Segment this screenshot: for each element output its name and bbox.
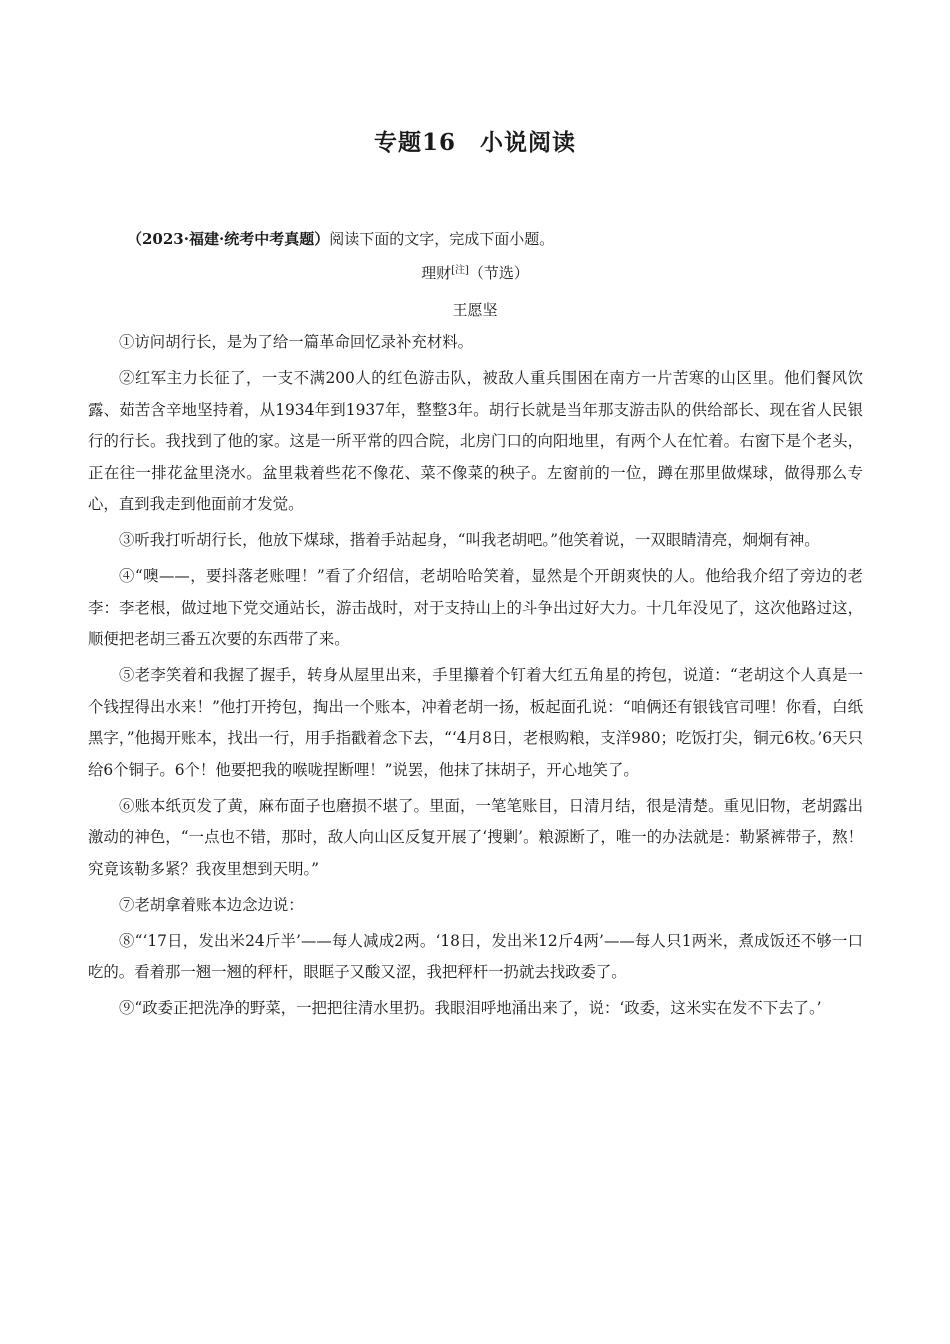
paragraph-1: ①访问胡行长，是为了给一篇革命回忆录补充材料。 [119, 333, 473, 351]
paragraph-7: ⑦老胡拿着账本边念边说： [119, 895, 304, 914]
article-body [88, 327, 863, 1029]
question-intro [127, 228, 554, 249]
page-title: 专题16 小说阅读 [373, 129, 576, 156]
article-author: 王愿坚 [452, 301, 498, 319]
paragraph-3: ③听我打听胡行长，他放下煤球，揩着手站起身，“叫我老胡吧。”他笑着说，一双眼睛清亮，炯炯有神。 [119, 531, 820, 549]
paragraph-6: ⑥账本纸页发了黄，麻布面子也磨损不堪了。里面，一笔笔账目，日清月结，很是清楚。重见旧物，老胡露出激动的神色，“一点也不错，那时，敌人向山区反复开展了‘搜剿’。粮源断了，唯一的办法就是：勒紧裤带子，熬！究竟该勒多紧？我夜里想到天明。” [88, 796, 863, 878]
paragraph-8: ⑧“‘17日，发出米24斤半’——每人减成2两。‘18日，发出米12斤4两’——每人只1两米，煮成饭还不够一口吃的。看着那一翘一翘的秤杆，眼眶子又酸又涩，我把秤杆一扔就去找政委了。 [88, 931, 863, 981]
footnote-marker: [注] [451, 265, 469, 276]
paragraph-2: ②红军主力长征了，一支不满200人的红色游击队，被敌人重兵围困在南方一片苦寒的山区里。他们餐风饮露、茹苦含辛地坚持着，从1934年到1937年，整整3年。胡行长就是当年那支游击队的供给部长、现在省人民银行的行长。我找到了他的家。这是一所平常的四合院，北房门口的向阳地里，有两个人在忙着。右窗下是个老头，正在往一排花盆里浇水。盆里栽着些花不像花、菜不像菜的秧子。左窗前的一位，蹲在那里做煤球，做得那么专心，直到我走到他面前才发觉。 [88, 369, 863, 513]
question-source: （2023·福建·统考中考真题） [127, 230, 330, 248]
article-title: 理财 [421, 264, 452, 282]
question-instruction: 阅读下面的文字，完成下面小题。 [329, 230, 555, 248]
paragraph-4: ④“噢——，要抖落老账哩！”看了介绍信，老胡哈哈笑着，显然是个开朗爽快的人。他给我介绍了旁边的老李：李老根，做过地下党交通站长，游击战时，对于支持山上的斗争出过好大力。十几年没见了，这次他路过这，顺便把老胡三番五次要的东西带了来。 [88, 567, 863, 648]
article-title-line [0, 261, 950, 283]
article-subtitle: （节选） [468, 264, 529, 282]
paragraph-9: ⑨“政委正把洗净的野菜，一把把往清水里扔。我眼泪呼地涌出来了，说：‘政委，这米实在发不下去了。’ [119, 999, 822, 1017]
paragraph-5: ⑤老李笑着和我握了握手，转身从屋里出来，手里攥着个钉着大红五角星的挎包，说道：“老胡这个人真是一个钱捏得出水来！”他打开挎包，掏出一个账本，冲着老胡一扬，板起面孔说：“咱俩还有银钱官司哩！你看，白纸黑字，”他揭开账本，找出一行，用手指戳着念下去，“‘4月8日，老根购粮，支洋980；吃饭打尖，铜元6枚。’6天只给6个铜子。6个！他要把我的喉咙捏断哩！”说罢，他抹了抹胡子，开心地笑了。 [88, 666, 863, 779]
